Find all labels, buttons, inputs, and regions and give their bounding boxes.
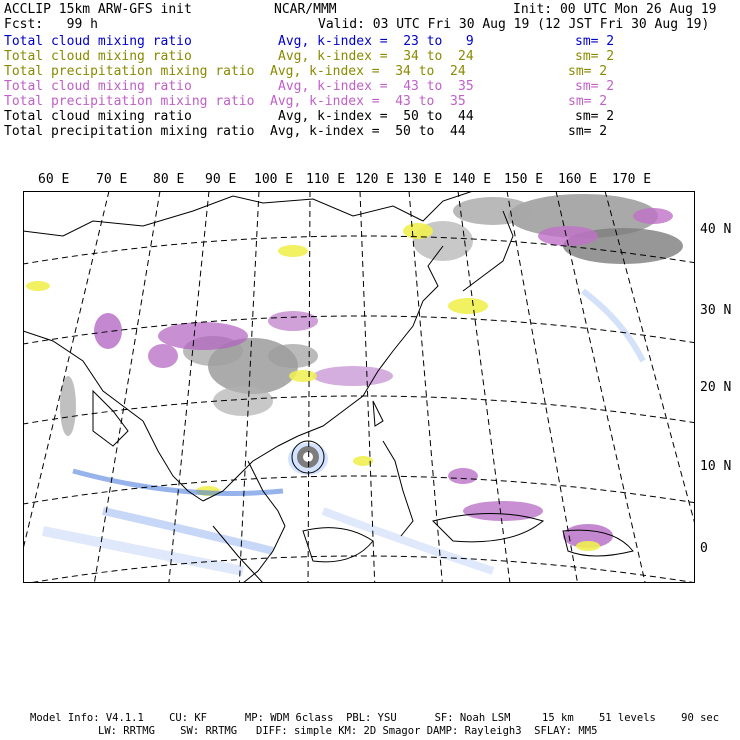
lon-label: 140 E [452, 172, 492, 187]
field-name: Total cloud mixing ratio [4, 49, 192, 64]
field-avg: Avg, k-index = 43 to 35 [270, 94, 466, 109]
field-name: Total precipitation mixing ratio [4, 64, 255, 79]
lon-label: 150 E [504, 172, 544, 187]
center-label: NCAR/MMM [274, 2, 337, 17]
lon-label: 120 E [355, 172, 395, 187]
lon-label: 160 E [558, 172, 598, 187]
field-name: Total precipitation mixing ratio [4, 124, 255, 139]
field-sm: sm= 2 [575, 79, 615, 94]
field-sm: sm= 2 [568, 94, 608, 109]
field-name: Total precipitation mixing ratio [4, 94, 255, 109]
plot-title: ACCLIP 15km ARW-GFS init [4, 2, 192, 17]
field-sm: sm= 2 [568, 124, 608, 139]
field-sm: sm= 2 [575, 34, 615, 49]
lon-label: 70 E [96, 172, 128, 187]
field-avg: Avg, k-index = 34 to 24 [278, 49, 474, 64]
lon-label: 90 E [205, 172, 237, 187]
lat-label: 20 N [700, 380, 732, 395]
field-avg: Avg, k-index = 23 to 9 [278, 34, 474, 49]
field-avg: Avg, k-index = 43 to 35 [278, 79, 474, 94]
field-avg: Avg, k-index = 34 to 24 [270, 64, 466, 79]
init-time: Init: 00 UTC Mon 26 Aug 19 [513, 2, 717, 17]
coastlines [23, 191, 633, 583]
lat-label: 0 [700, 541, 708, 556]
lon-label: 110 E [306, 172, 346, 187]
field-avg: Avg, k-index = 50 to 44 [270, 124, 466, 139]
field-name: Total cloud mixing ratio [4, 79, 192, 94]
lon-label: 60 E [38, 172, 70, 187]
lon-label: 80 E [153, 172, 185, 187]
model-info-line1: Model Info: V4.1.1 CU: KF MP: WDM 6class PBL: YSU SF: Noah LSM 15 km 51 levels 90 sec [30, 712, 720, 724]
lon-label: 170 E [612, 172, 652, 187]
lon-label: 130 E [403, 172, 443, 187]
model-info-line2: LW: RRTMG SW: RRTMG DIFF: simple KM: 2D Smagor DAMP: Rayleigh3 SFLAY: MM5 [98, 725, 598, 737]
cloud-shading [26, 194, 683, 571]
field-name: Total cloud mixing ratio [4, 34, 192, 49]
lat-label: 10 N [700, 459, 732, 474]
valid-time: Valid: 03 UTC Fri 30 Aug 19 (12 JST Fri 30 Aug 19) [318, 17, 710, 32]
lat-label: 40 N [700, 222, 732, 237]
field-sm: sm= 2 [575, 109, 615, 124]
field-name: Total cloud mixing ratio [4, 109, 192, 124]
forecast-hour: Fcst: 99 h [4, 17, 98, 32]
lat-label: 30 N [700, 303, 732, 318]
field-sm: sm= 2 [568, 64, 608, 79]
map-panel [23, 191, 695, 583]
lon-label: 100 E [254, 172, 294, 187]
field-avg: Avg, k-index = 50 to 44 [278, 109, 474, 124]
field-sm: sm= 2 [575, 49, 615, 64]
